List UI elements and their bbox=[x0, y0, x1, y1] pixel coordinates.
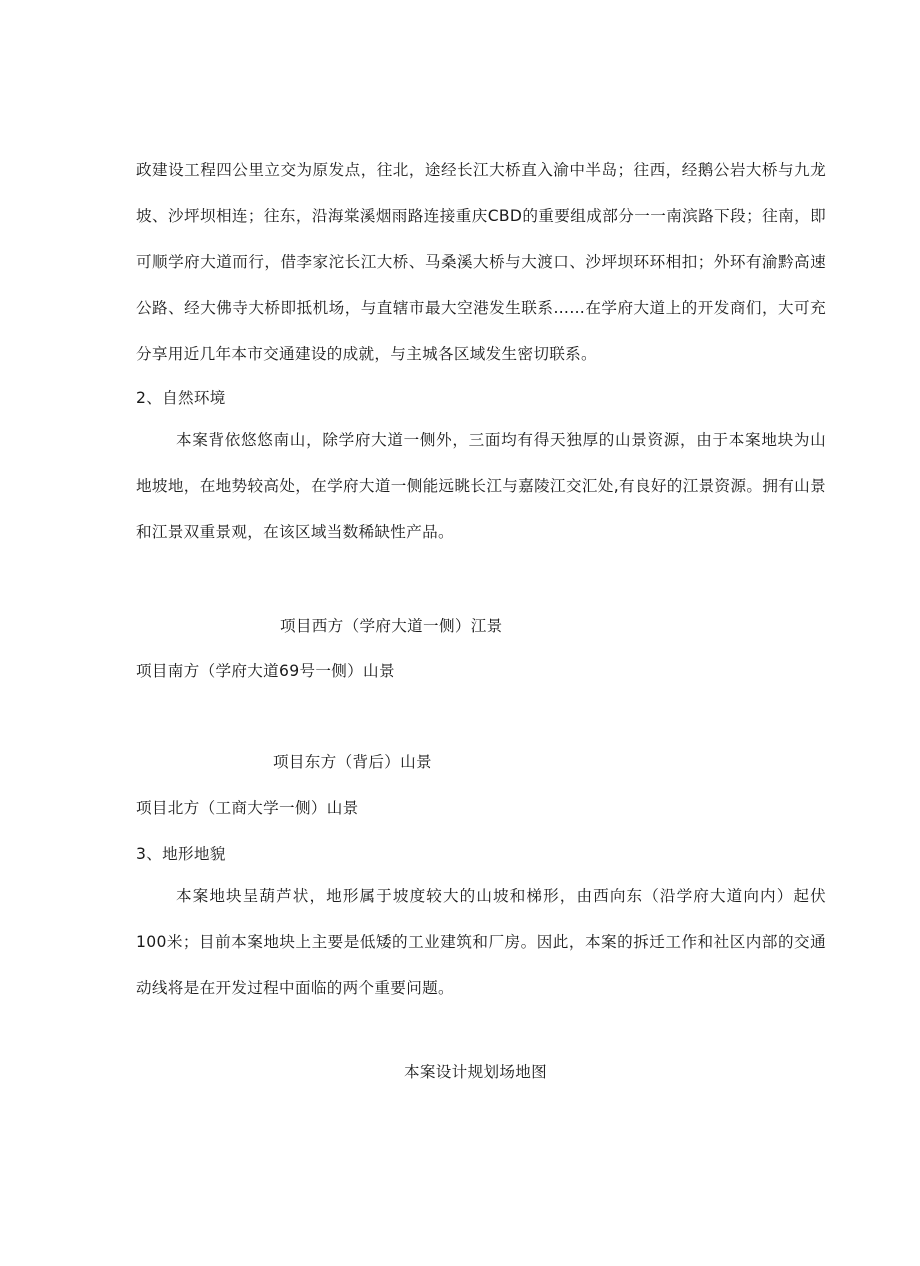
caption-north-view: 项目北方（工商大学一侧）山景 bbox=[136, 799, 359, 817]
caption-site-plan: 本案设计规划场地图 bbox=[404, 1063, 548, 1081]
caption-east-view: 项目东方（背后）山景 bbox=[273, 753, 432, 771]
transport-paragraph: 政建设工程四公里立交为原发点，往北，途经长江大桥直入渝中半岛；往西，经鹅公岩大桥与九龙坡、沙坪坝相连；往东，沿海棠溪烟雨路连接重庆CBD的重要组成部分一一南滨路下段；往南，即可顺学府大道而行，借李家沱长江大桥、马桑溪大桥与大渡口、沙坪坝环环相扣；外环有渝黔高速公路、经大佛寺大桥即抵机场，与直辖市最大空港发生联系……在学府大道上的开发商们，大可充分享用近几年本市交通建设的成就，与主城各区域发生密切联系。 bbox=[136, 161, 826, 363]
natural-environment-paragraph: 本案背依悠悠南山，除学府大道一侧外，三面均有得天独厚的山景资源，由于本案地块为山地坡地，在地势较高处，在学府大道一侧能远眺长江与嘉陵江交汇处,有良好的江景资源。拥有山景和江景双重景观，在该区域当数稀缺性产品。 bbox=[136, 431, 826, 541]
terrain-paragraph: 本案地块呈葫芦状，地形属于坡度较大的山坡和梯形，由西向东（沿学府大道向内）起伏100米；目前本案地块上主要是低矮的工业建筑和厂房。因此，本案的拆迁工作和社区内部的交通动线将是在开发过程中面临的两个重要问题。 bbox=[136, 887, 826, 997]
section-heading-terrain: 3、地形地貌 bbox=[136, 845, 226, 863]
section-heading-natural-environment: 2、自然环境 bbox=[136, 389, 226, 407]
caption-west-view: 项目西方（学府大道一侧）江景 bbox=[280, 617, 503, 635]
caption-south-view: 项目南方（学府大道69号一侧）山景 bbox=[136, 662, 395, 680]
